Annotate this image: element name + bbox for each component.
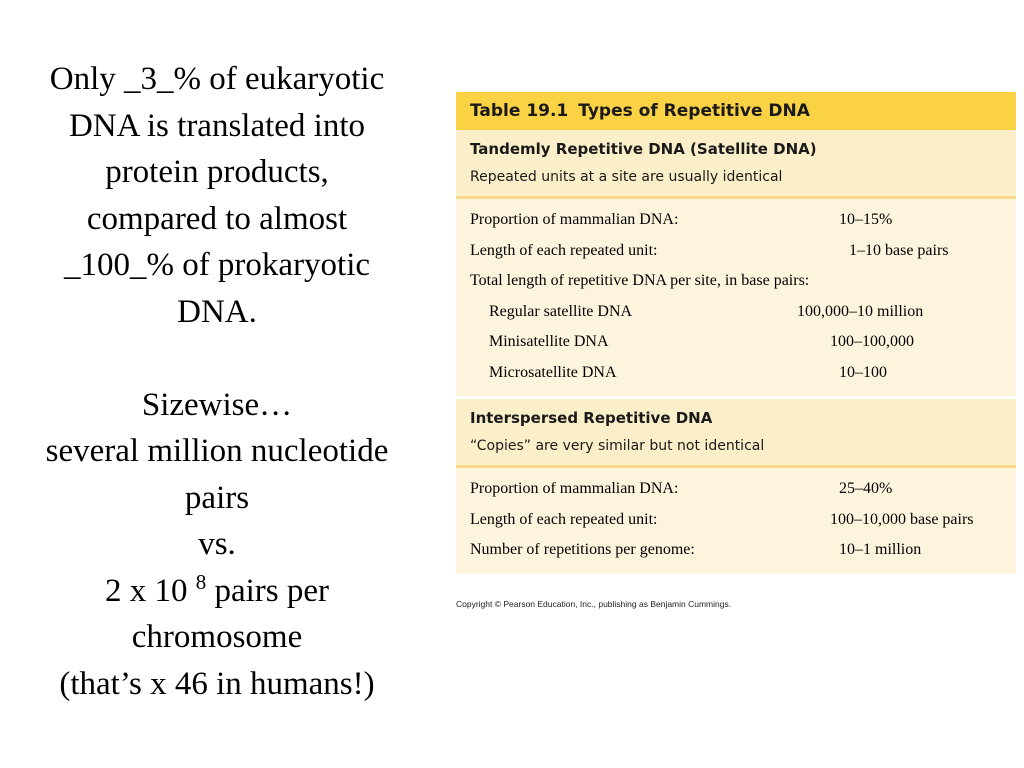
text-line: DNA. [177, 293, 257, 330]
table-row [456, 358, 1016, 389]
text-line: pairs [184, 479, 250, 516]
row-label: Total length of repetitive DNA per site, in base pairs: [470, 272, 810, 289]
table-title [456, 92, 1016, 130]
row-value: 100–100,000 [830, 333, 914, 350]
exp-rest: pairs per [206, 572, 330, 609]
text-line: (that’s x 46 in humans!) [59, 665, 375, 702]
row-value: 25–40% [839, 480, 893, 497]
section-heading: Interspersed Repetitive DNA [470, 409, 713, 427]
section-header-interspersed [456, 396, 1016, 468]
row-value: 1–10 base pairs [849, 241, 949, 259]
row-label: Microsatellite DNA [489, 363, 617, 381]
row-label: Number of repetitions per genome: [470, 541, 695, 558]
text-line: chromosome [131, 619, 303, 655]
row-value: 100,000–10 million [797, 302, 924, 320]
section-description: Repeated units at a site are usually identical [470, 169, 783, 185]
text-line: protein products, [105, 154, 329, 190]
exp-base: 2 x 10 [104, 572, 196, 609]
section-rows-tandem [456, 199, 1016, 396]
slide-text [4, 56, 430, 707]
row-label: Proportion of mammalian DNA: [470, 211, 679, 228]
row-value: 100–10,000 base pairs [830, 510, 974, 528]
table-row [456, 505, 1016, 536]
spacer [4, 335, 430, 382]
section-rows-interspersed [456, 468, 1016, 574]
section-header-tandem [456, 130, 1016, 199]
table-row [456, 266, 1016, 297]
row-label: Regular satellite DNA [489, 302, 633, 320]
repetitive-dna-table [456, 92, 1016, 574]
table-row [456, 474, 1016, 505]
table-row [456, 327, 1016, 358]
text-line: Only _3_% of eukaryotic [49, 61, 385, 97]
row-value: 10–15% [839, 211, 893, 228]
row-label: Length of each repeated unit: [470, 510, 658, 528]
row-label: Minisatellite DNA [489, 333, 609, 350]
text-line: DNA is translated into [68, 107, 366, 144]
copyright-notice: Copyright © Pearson Education, Inc., publishing as Benjamin Cummings. [456, 599, 732, 609]
text-line-exponent [4, 568, 430, 615]
text-line-vs: vs. [198, 526, 236, 562]
table-row [456, 205, 1016, 236]
row-value: 10–1 million [839, 541, 922, 558]
row-label: Proportion of mammalian DNA: [470, 480, 679, 497]
exp-superscript: 8 [195, 569, 207, 594]
table-row [456, 297, 1016, 328]
text-line-sizewise: Sizewise… [141, 386, 293, 423]
section-description: “Copies” are very similar but not identical [470, 438, 765, 454]
table-number: Table 19.1 [470, 101, 569, 121]
text-line: several million nucleotide [45, 433, 389, 469]
row-value: 10–100 [839, 363, 887, 381]
text-line: _100_% of prokaryotic [63, 247, 371, 283]
table-row [456, 535, 1016, 566]
row-label: Length of each repeated unit: [470, 241, 658, 259]
table-title-text: Types of Repetitive DNA [578, 101, 810, 121]
table-row [456, 236, 1016, 267]
section-heading: Tandemly Repetitive DNA (Satellite DNA) [470, 140, 817, 158]
text-line: compared to almost [86, 200, 348, 237]
